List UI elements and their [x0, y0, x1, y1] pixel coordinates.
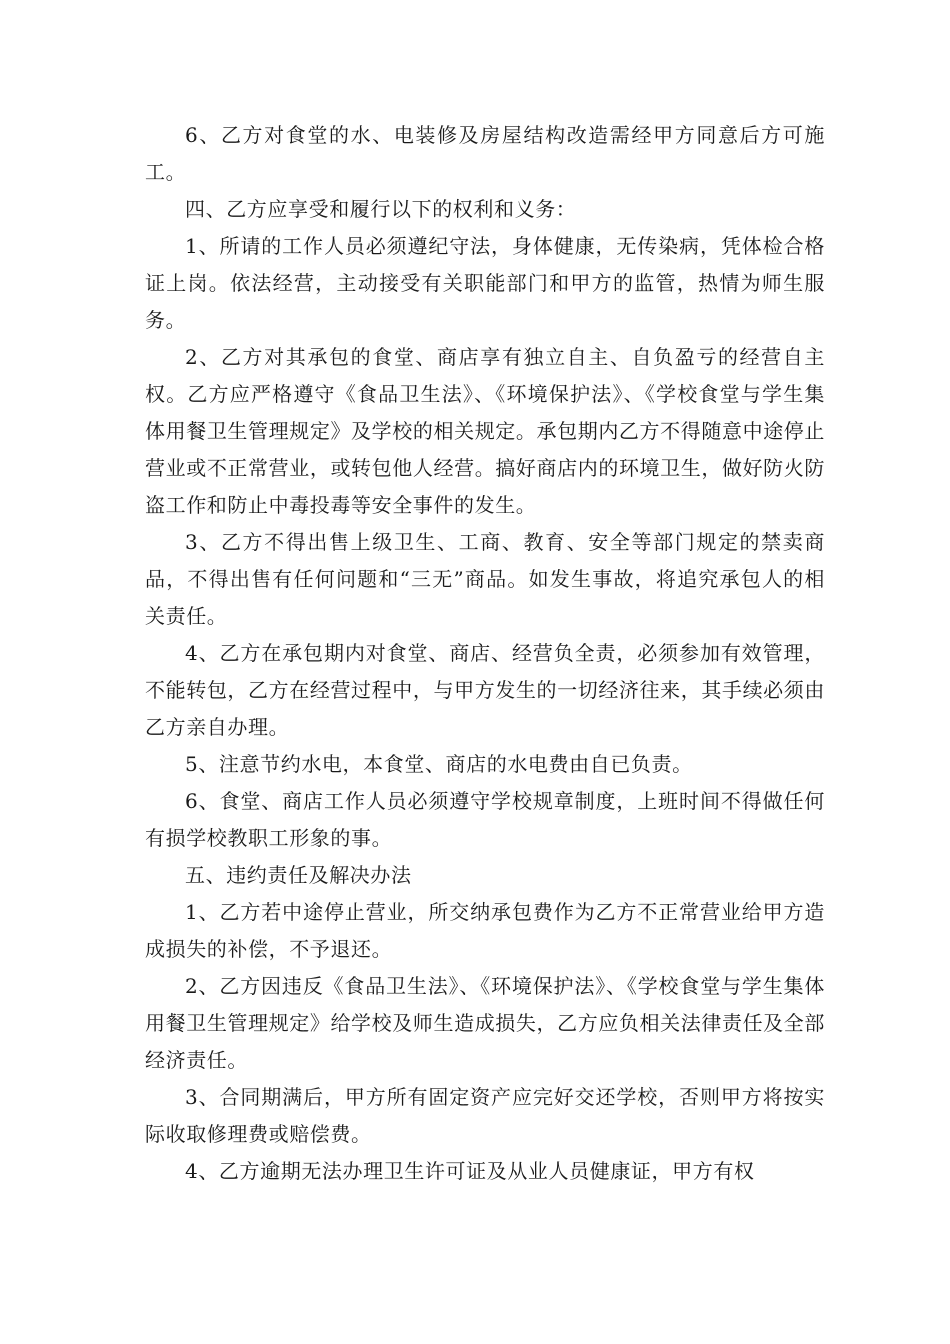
section-heading: 五、违约责任及解决办法 [185, 863, 412, 887]
paragraph: 3、乙方不得出售上级卫生、工商、教育、安全等部门规定的禁卖商品，不得出售有任何问题和“三无”商品。如发生事故，将追究承包人的相关责任。 [145, 530, 825, 628]
paragraph: 4、乙方在承包期内对食堂、商店、经营负全责，必须参加有效管理，不能转包，乙方在经营过程中，与甲方发生的一切经济往来，其手续必须由乙方亲自办理。 [145, 641, 825, 739]
paragraph: 2、乙方因违反《食品卫生法》、《环境保护法》、《学校食堂与学生集体用餐卫生管理规定》给学校及师生造成损失，乙方应负相关法律责任及全部经济责任。 [145, 974, 825, 1072]
paragraph: 3、合同期满后，甲方所有固定资产应完好交还学校，否则甲方将按实际收取修理费或赔偿费。 [145, 1085, 825, 1146]
paragraph: 6、食堂、商店工作人员必须遵守学校规章制度，上班时间不得做任何有损学校教职工形象的事。 [145, 789, 825, 850]
paragraph: 1、乙方若中途停止营业，所交纳承包费作为乙方不正常营业给甲方造成损失的补偿，不予退还。 [145, 900, 825, 961]
section-heading: 四、乙方应享受和履行以下的权利和义务： [185, 197, 577, 221]
paragraph: 1、所请的工作人员必须遵纪守法，身体健康，无传染病，凭体检合格证上岗。依法经营，主动接受有关职能部门和甲方的监管，热情为师生服务。 [145, 234, 825, 332]
paragraph: 2、乙方对其承包的食堂、商店享有独立自主、自负盈亏的经营自主权。乙方应严格遵守《食品卫生法》、《环境保护法》、《学校食堂与学生集体用餐卫生管理规定》及学校的相关规定。承包期内乙方不得随意中途停止营业或不正常营业，或转包他人经营。搞好商店内的环境卫生，做好防火防盗工作和防止中毒投毒等安全事件的发生。 [145, 345, 825, 517]
paragraph: 4、乙方逾期无法办理卫生许可证及从业人员健康证，甲方有权 [185, 1159, 755, 1183]
document-body [145, 117, 825, 1190]
paragraph: 5、注意节约水电，本食堂、商店的水电费由自已负责。 [185, 752, 693, 776]
paragraph: 6、乙方对食堂的水、电装修及房屋结构改造需经甲方同意后方可施工。 [145, 123, 825, 184]
